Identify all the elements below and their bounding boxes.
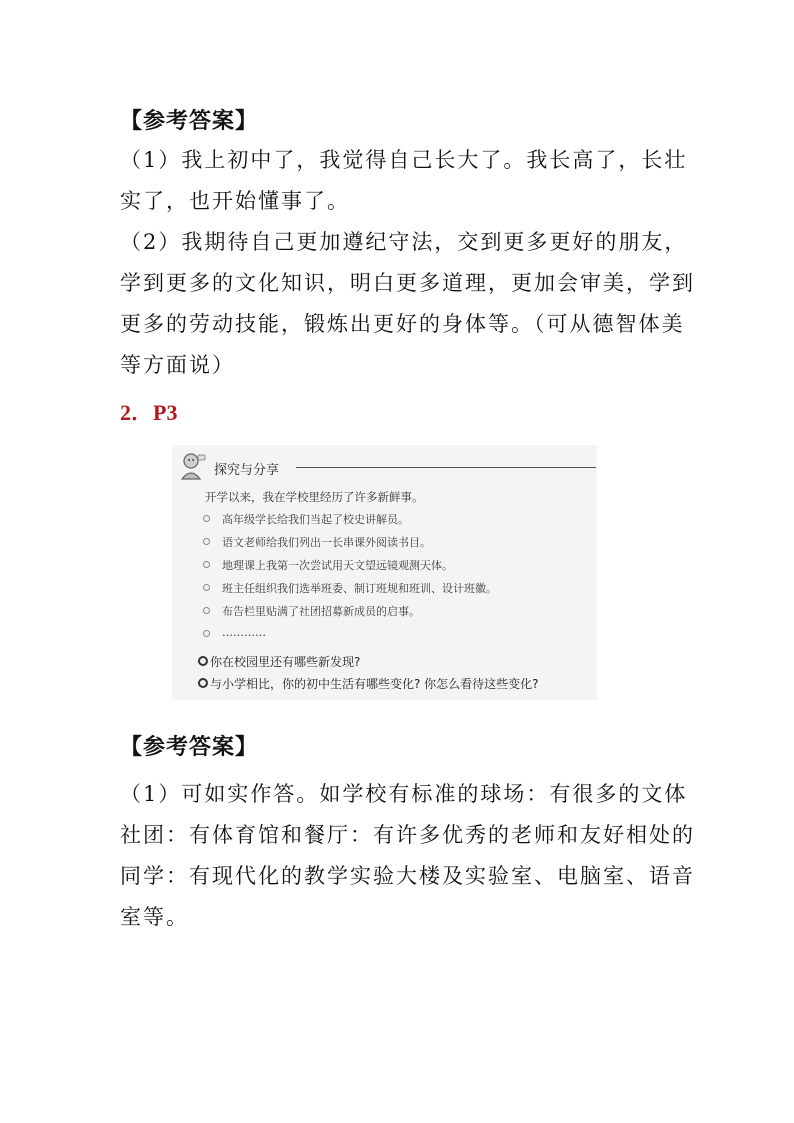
answer2-line2: 学到更多的文化知识，明白更多道理，更加会审美，学到 — [120, 271, 695, 295]
question-text: 你在校园里还有哪些新发现? — [210, 655, 361, 669]
answer3-line2: 社团：有体育馆和餐厅：有许多优秀的老师和友好相处的 — [120, 823, 695, 847]
answer1-line1: （1）我上初中了，我觉得自己长大了。我长高了，长壮 — [120, 148, 688, 172]
list-item-text: 地理课上我第一次尝试用天文望远镜观测天体。 — [222, 559, 453, 572]
figure-item-list — [198, 511, 497, 649]
list-item-text: 高年级学长给我们当起了校史讲解员。 — [222, 513, 409, 526]
question-item — [198, 675, 539, 697]
bullet-icon — [203, 630, 210, 637]
answer2-line3: 更多的劳动技能，锻炼出更好的身体等。（可从德智体美 — [120, 312, 685, 336]
question-bullet-icon — [198, 656, 208, 666]
bullet-icon — [203, 584, 210, 591]
bullet-icon — [203, 607, 210, 614]
answer-block-1 — [120, 140, 695, 386]
bullet-icon — [203, 515, 210, 522]
textbook-figure — [172, 445, 597, 700]
answer2-line1: （2）我期待自己更加遵纪守法，交到更多更好的朋友， — [120, 230, 688, 254]
answer-heading-2: 【参考答案】 — [120, 734, 259, 760]
bullet-icon — [203, 561, 210, 568]
list-item — [198, 511, 497, 534]
list-item — [198, 557, 497, 580]
question-text: 与小学相比，你的初中生活有哪些变化? 你怎么看待这些变化? — [210, 677, 539, 691]
answer3-line3: 同学：有现代化的教学实验大楼及实验室、电脑室、语音 — [120, 864, 695, 888]
list-item — [198, 626, 497, 649]
list-item-text: ………… — [222, 626, 266, 639]
bullet-icon — [203, 538, 210, 545]
answer3-line4: 室等。 — [120, 905, 189, 929]
list-item-text: 语文老师给我们列出一长串课外阅读书目。 — [222, 536, 431, 549]
list-item-text: 布告栏里贴满了社团招募新成员的启事。 — [222, 605, 420, 618]
question-bullet-icon — [198, 678, 208, 688]
answer2-line4: 等方面说） — [120, 353, 235, 377]
answer-heading-1: 【参考答案】 — [120, 108, 259, 134]
list-item — [198, 534, 497, 557]
figure-header — [178, 451, 593, 481]
figure-title: 探究与分享 — [214, 463, 280, 478]
figure-title-rule — [296, 467, 596, 468]
figure-intro: 开学以来，我在学校里经历了许多新鲜事。 — [205, 490, 424, 504]
answer3-line1: （1）可如实作答。如学校有标准的球场：有很多的文体 — [120, 782, 688, 806]
list-item — [198, 580, 497, 603]
answer1-line2: 实了，也开始懂事了。 — [120, 189, 350, 213]
list-item-text: 班主任组织我们选举班委、制订班规和班训、设计班徽。 — [222, 582, 497, 595]
answer-block-2 — [120, 774, 695, 938]
section-number: 2．P3 — [120, 400, 178, 425]
figure-question-list — [198, 653, 539, 697]
list-item — [198, 603, 497, 626]
person-icon — [178, 451, 208, 481]
question-item — [198, 653, 539, 675]
